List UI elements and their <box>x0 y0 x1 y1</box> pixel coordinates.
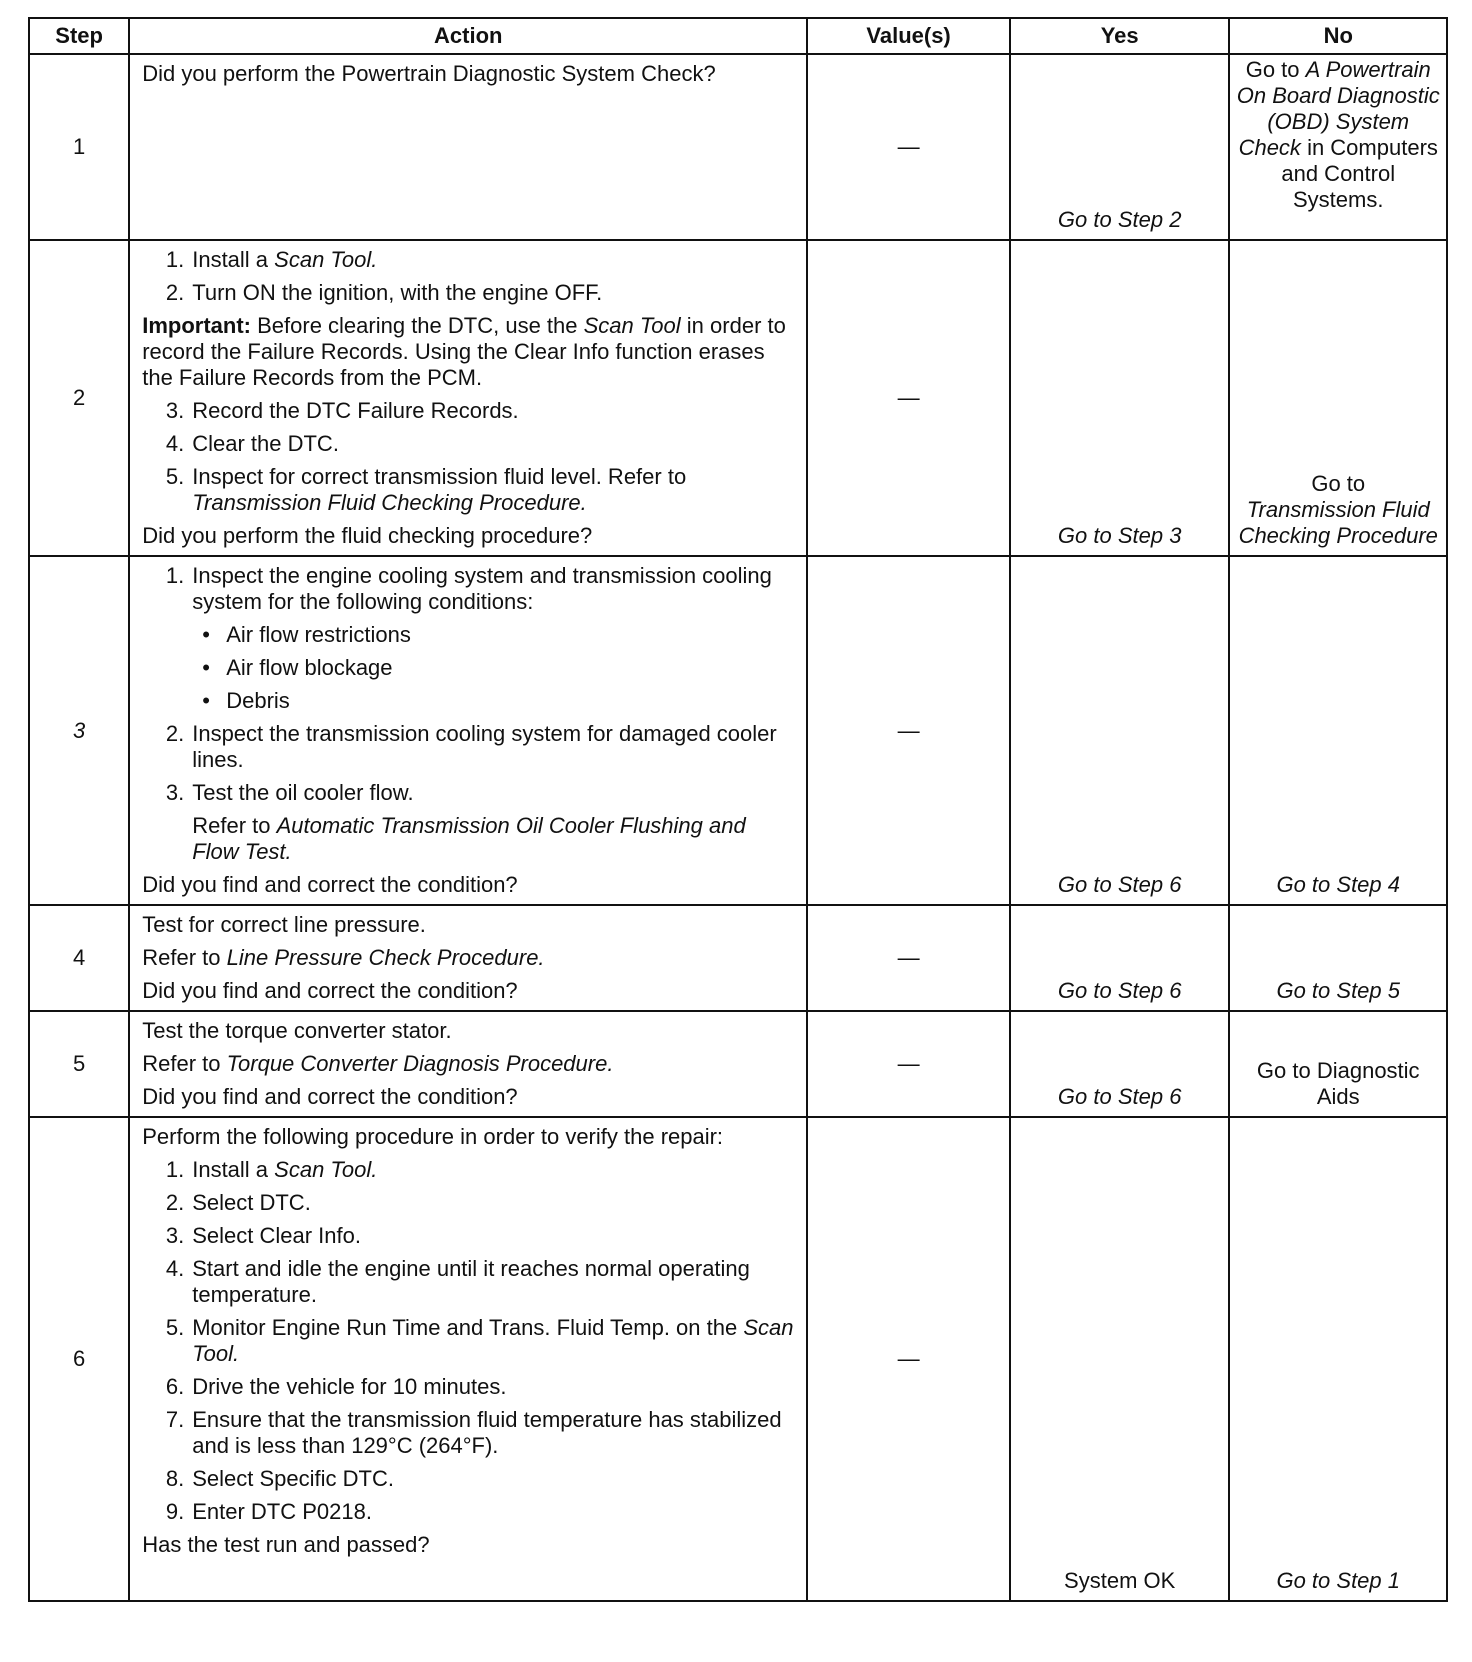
value-cell: — <box>807 556 1010 905</box>
yes-cell <box>1010 556 1230 905</box>
yes-cell <box>1010 905 1230 1011</box>
step-number: 6 <box>29 1117 129 1601</box>
question-text: Did you find and correct the condition? <box>142 872 518 897</box>
list-item: 6. Drive the vehicle for 10 minutes. <box>165 1374 507 1399</box>
value-cell: — <box>807 1011 1010 1117</box>
yes-link: Go to Step 2 <box>1057 207 1182 232</box>
no-link: Go to Step 5 <box>1276 978 1400 1003</box>
reference-text: Refer to Automatic Transmission Oil Cooler Flushing and Flow Test. <box>192 813 746 864</box>
list-item: 5. Monitor Engine Run Time and Trans. Fluid Temp. on the Scan Tool. <box>165 1315 794 1366</box>
no-link: Go to Step 1 <box>1276 1568 1400 1593</box>
yes-cell <box>1010 1117 1230 1601</box>
value-cell: — <box>807 240 1010 556</box>
no-text-suffix: in Computers and Control Systems. <box>1281 135 1438 212</box>
no-cell <box>1229 54 1447 240</box>
table-row <box>29 240 1447 556</box>
table-row <box>29 905 1447 1011</box>
list-item: 3. Test the oil cooler flow. <box>165 780 414 805</box>
question-text: Did you perform the Powertrain Diagnostic System Check? <box>142 61 716 86</box>
question-text: Has the test run and passed? <box>142 1532 430 1557</box>
action-cell <box>129 240 807 556</box>
step-number: 4 <box>29 905 129 1011</box>
diagnostic-table <box>28 17 1448 1602</box>
no-text-prefix: Go to <box>1311 471 1366 496</box>
yes-link: Go to Step 3 <box>1057 523 1182 548</box>
step-number: 5 <box>29 1011 129 1117</box>
no-cell <box>1229 905 1447 1011</box>
no-link: Go to Step 4 <box>1276 872 1400 897</box>
yes-link: Go to Step 6 <box>1057 1084 1182 1109</box>
action-cell: Test the torque converter stator. Refer to Torque Converter Diagnosis Procedure. Did you find and correct the condition? <box>129 1011 807 1117</box>
list-item: 9. Enter DTC P0218. <box>165 1499 372 1524</box>
important-note: Important: Before clearing the DTC, use the Scan Tool in order to record the Failure Records. Using the Clear Info function erases the Failure Records from the PCM. <box>142 313 786 390</box>
value-cell: — <box>807 905 1010 1011</box>
header-yes: Yes <box>1010 18 1230 54</box>
no-cell <box>1229 556 1447 905</box>
step-number: 3 <box>29 556 129 905</box>
no-link: Go to Diagnostic Aids <box>1256 1058 1420 1109</box>
value-cell: — <box>807 1117 1010 1601</box>
reference-text: Refer to Line Pressure Check Procedure. <box>142 945 545 970</box>
list-item: 1. Inspect the engine cooling system and transmission cooling system for the following conditions: <box>165 563 772 614</box>
bullet-item: • Debris <box>202 688 290 713</box>
action-cell: Test for correct line pressure. Refer to Line Pressure Check Procedure. Did you find and correct the condition? <box>129 905 807 1011</box>
header-no: No <box>1229 18 1447 54</box>
table-row <box>29 556 1447 905</box>
list-item: 4. Start and idle the engine until it reaches normal operating temperature. <box>165 1256 750 1307</box>
step-number: 1 <box>29 54 129 240</box>
bullet-item: • Air flow restrictions <box>202 622 411 647</box>
yes-cell <box>1010 1011 1230 1117</box>
step-number: 2 <box>29 240 129 556</box>
yes-cell <box>1010 54 1230 240</box>
action-cell: Perform the following procedure in order to verify the repair: 1. Install a Scan Tool. 2. Select DTC. 3. Select Clear Info. 4. Start and idle the engine until it reaches normal operating temperature. 5. Monitor Engine Run Time and Trans. Fluid Temp. on the Scan Tool. 6. Drive the vehicle for 10 minutes. 7. Ensure that the transmission fluid temperature has stabilized and is less than 129°C (264°F). 8. Select Specific DTC. 9. Enter DTC P0218. Has the test run and passed? <box>129 1117 807 1601</box>
list-item: 1. Install a Scan Tool. <box>165 247 378 272</box>
action-cell <box>129 54 807 240</box>
question-text: Did you find and correct the condition? <box>142 1084 518 1109</box>
table-row <box>29 54 1447 240</box>
bullet-item: • Air flow blockage <box>202 655 393 680</box>
header-values: Value(s) <box>807 18 1010 54</box>
header-action: Action <box>129 18 807 54</box>
header-row <box>29 18 1447 54</box>
list-item: 2. Turn ON the ignition, with the engine OFF. <box>165 280 603 305</box>
yes-link: Go to Step 6 <box>1057 872 1182 897</box>
yes-link: System OK <box>1064 1568 1176 1593</box>
yes-cell <box>1010 240 1230 556</box>
action-cell <box>129 556 807 905</box>
no-cell <box>1229 1011 1447 1117</box>
question-text: Did you find and correct the condition? <box>142 978 518 1003</box>
question-text: Did you perform the fluid checking procedure? <box>142 523 593 548</box>
no-link: Transmission Fluid Checking Procedure <box>1238 497 1438 548</box>
list-item: 4. Clear the DTC. <box>165 431 339 456</box>
list-item: 3. Select Clear Info. <box>165 1223 361 1248</box>
list-item: 2. Select DTC. <box>165 1190 311 1215</box>
list-item: 8. Select Specific DTC. <box>165 1466 394 1491</box>
table-row <box>29 1117 1447 1601</box>
list-item: 1. Install a Scan Tool. <box>165 1157 378 1182</box>
table-row <box>29 1011 1447 1117</box>
list-item: 2. Inspect the transmission cooling system for damaged cooler lines. <box>165 721 777 772</box>
yes-link: Go to Step 6 <box>1057 978 1182 1003</box>
no-cell <box>1229 240 1447 556</box>
list-item: 7. Ensure that the transmission fluid temperature has stabilized and is less than 129°C (264°F). <box>165 1407 782 1458</box>
list-item: 5. Inspect for correct transmission fluid level. Refer to Transmission Fluid Checking Procedure. <box>165 464 687 515</box>
reference-text: Refer to Torque Converter Diagnosis Procedure. <box>142 1051 614 1076</box>
list-item: 3. Record the DTC Failure Records. <box>165 398 519 423</box>
no-text-prefix: Go to <box>1245 57 1300 82</box>
no-cell <box>1229 1117 1447 1601</box>
no-link: A Powertrain On Board Diagnostic (OBD) System Check <box>1236 57 1440 160</box>
header-step: Step <box>29 18 129 54</box>
value-cell: — <box>807 54 1010 240</box>
